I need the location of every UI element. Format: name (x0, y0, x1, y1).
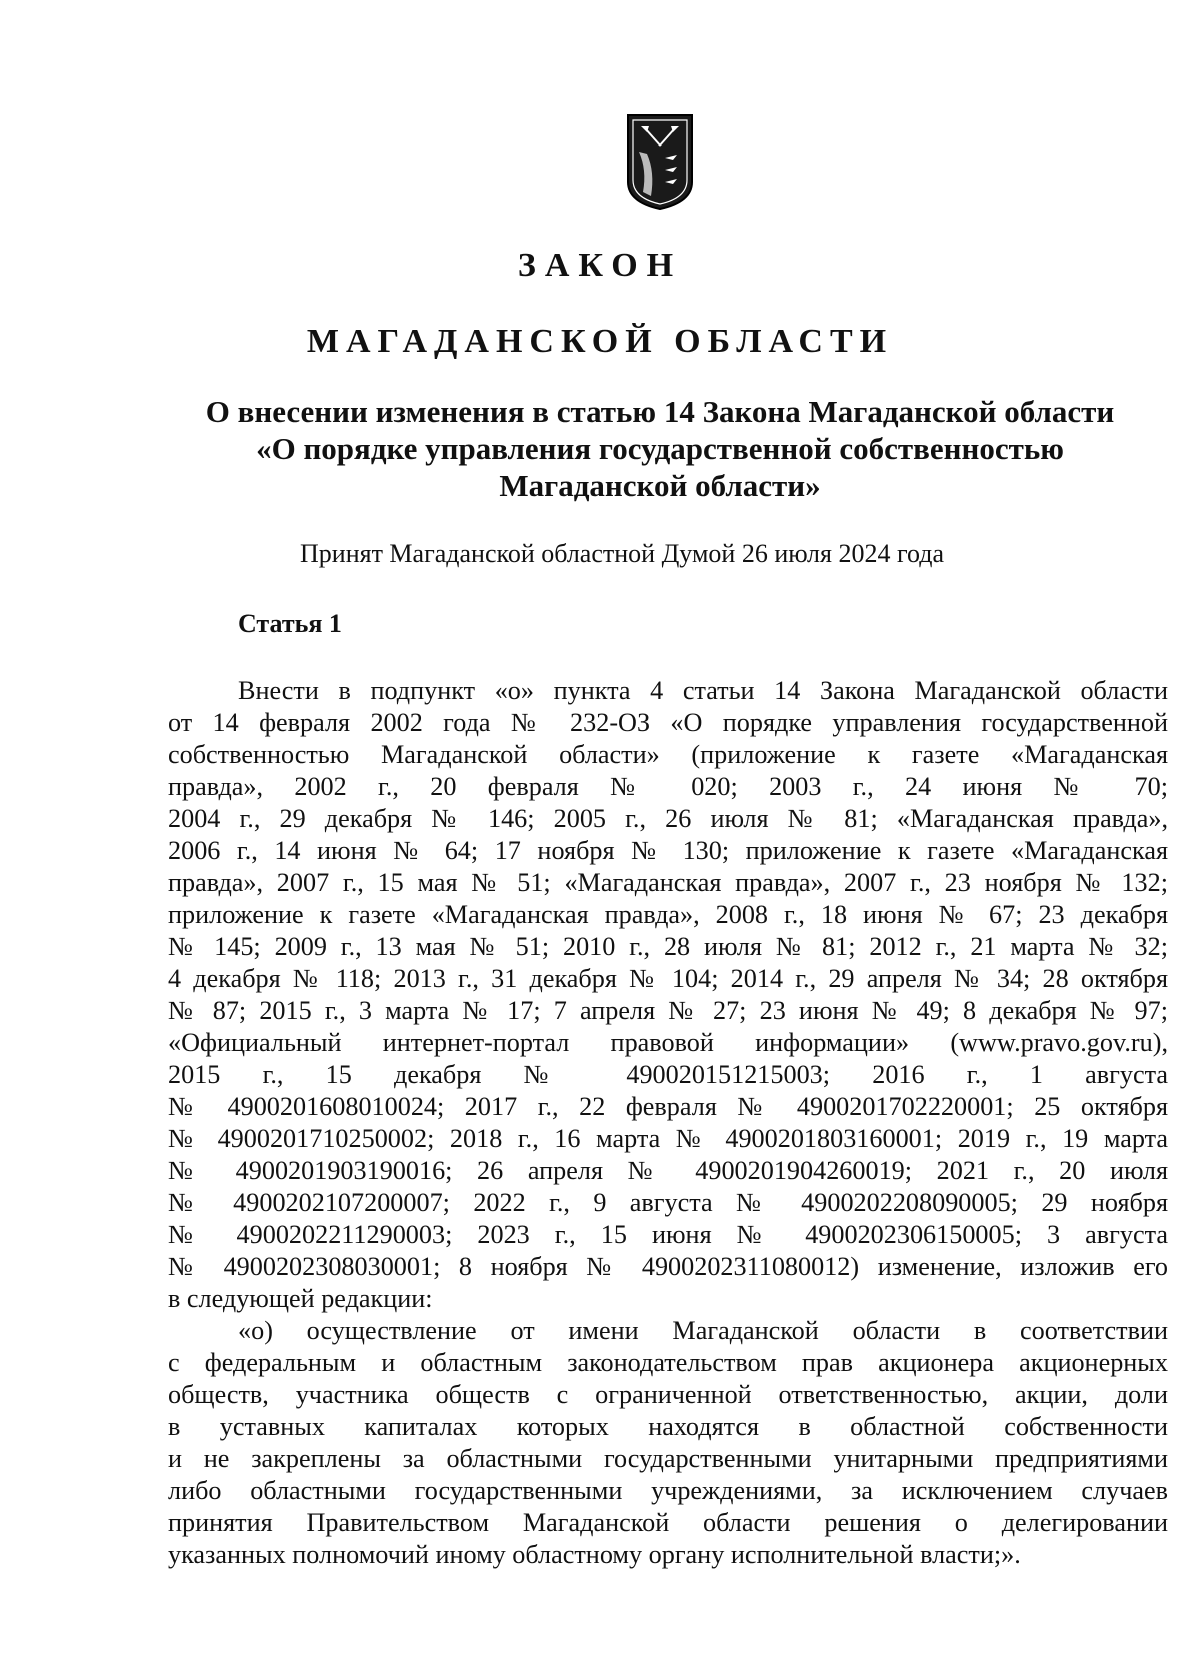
paragraph-line: 2006 г., 14 июня № 64; 17 ноября № 130; приложение к газете «Магаданская (168, 836, 1168, 865)
coat-of-arms-icon (625, 112, 695, 212)
paragraph-line: собственностью Магаданской области» (приложение к газете «Магаданская (168, 740, 1168, 769)
paragraph-line: Внести в подпункт «о» пункта 4 статьи 14 Закона Магаданской области (238, 676, 1168, 705)
paragraph-line: № 4900202211290003; 2023 г., 15 июня № 4900202306150005; 3 августа (168, 1220, 1168, 1249)
article-heading: Статья 1 (238, 609, 342, 638)
paragraph-line: 2004 г., 29 декабря № 146; 2005 г., 26 июля № 81; «Магаданская правда», (168, 804, 1168, 833)
law-title-line: О внесении изменения в статью 14 Закона Магаданской области (205, 394, 1115, 429)
paragraph-line: № 4900202107200007; 2022 г., 9 августа № 4900202208090005; 29 ноября (168, 1188, 1168, 1217)
paragraph-line: обществ, участника обществ с ограниченной ответственностью, акции, доли (168, 1380, 1168, 1409)
paragraph-line: либо областными государственными учреждениями, за исключением случаев (168, 1476, 1168, 1505)
paragraph-line: в следующей редакции: (168, 1284, 433, 1313)
law-title-line: Магаданской области» (499, 468, 821, 503)
document-title: ЗАКОН (517, 247, 683, 284)
paragraph-line: принятия Правительством Магаданской области решения о делегировании (168, 1508, 1168, 1537)
paragraph-line: правда», 2007 г., 15 мая № 51; «Магаданская правда», 2007 г., 23 ноября № 132; (168, 868, 1168, 897)
paragraph-line: 2015 г., 15 декабря № 490020151215003; 2016 г., 1 августа (168, 1060, 1168, 1089)
paragraph-line: № 4900201608010024; 2017 г., 22 февраля № 4900201702220001; 25 октября (168, 1092, 1168, 1121)
paragraph-line: № 4900201903190016; 26 апреля № 4900201904260019; 2021 г., 20 июля (168, 1156, 1168, 1185)
paragraph-line: № 87; 2015 г., 3 марта № 17; 7 апреля № 27; 23 июня № 49; 8 декабря № 97; (168, 996, 1168, 1025)
law-title-line: «О порядке управления государственной собственностью (256, 431, 1064, 466)
document-region: МАГАДАНСКОЙ ОБЛАСТИ (306, 323, 894, 360)
paragraph-line: с федеральным и областным законодательством прав акционера акционерных (168, 1348, 1168, 1377)
paragraph-line: правда», 2002 г., 20 февраля № 020; 2003 г., 24 июня № 70; (168, 772, 1168, 801)
paragraph-line: «о) осуществление от имени Магаданской области в соответствии (238, 1316, 1168, 1345)
paragraph-line: № 145; 2009 г., 13 мая № 51; 2010 г., 28 июля № 81; 2012 г., 21 марта № 32; (168, 932, 1168, 961)
paragraph-line: указанных полномочий иному областному органу исполнительной власти;». (168, 1540, 1021, 1569)
adoption-note: Принят Магаданской областной Думой 26 июля 2024 года (300, 539, 944, 568)
paragraph-line: № 4900202308030001; 8 ноября № 4900202311080012) изменение, изложив его (168, 1252, 1168, 1281)
paragraph-line: в уставных капиталах которых находятся в областной собственности (168, 1412, 1168, 1441)
paragraph-line: № 4900201710250002; 2018 г., 16 марта № 4900201803160001; 2019 г., 19 марта (168, 1124, 1168, 1153)
paragraph-line: приложение к газете «Магаданская правда», 2008 г., 18 июня № 67; 23 декабря (168, 900, 1168, 929)
paragraph-line: «Официальный интернет-портал правовой информации» (www.pravo.gov.ru), (168, 1028, 1168, 1057)
article-body (168, 675, 1168, 1571)
paragraph-line: и не закреплены за областными государственными унитарными предприятиями (168, 1444, 1168, 1473)
law-title (160, 393, 1160, 504)
paragraph-line: 4 декабря № 118; 2013 г., 31 декабря № 104; 2014 г., 29 апреля № 34; 28 октября (168, 964, 1168, 993)
paragraph-line: от 14 февраля 2002 года № 232-ОЗ «О порядке управления государственной (168, 708, 1168, 737)
